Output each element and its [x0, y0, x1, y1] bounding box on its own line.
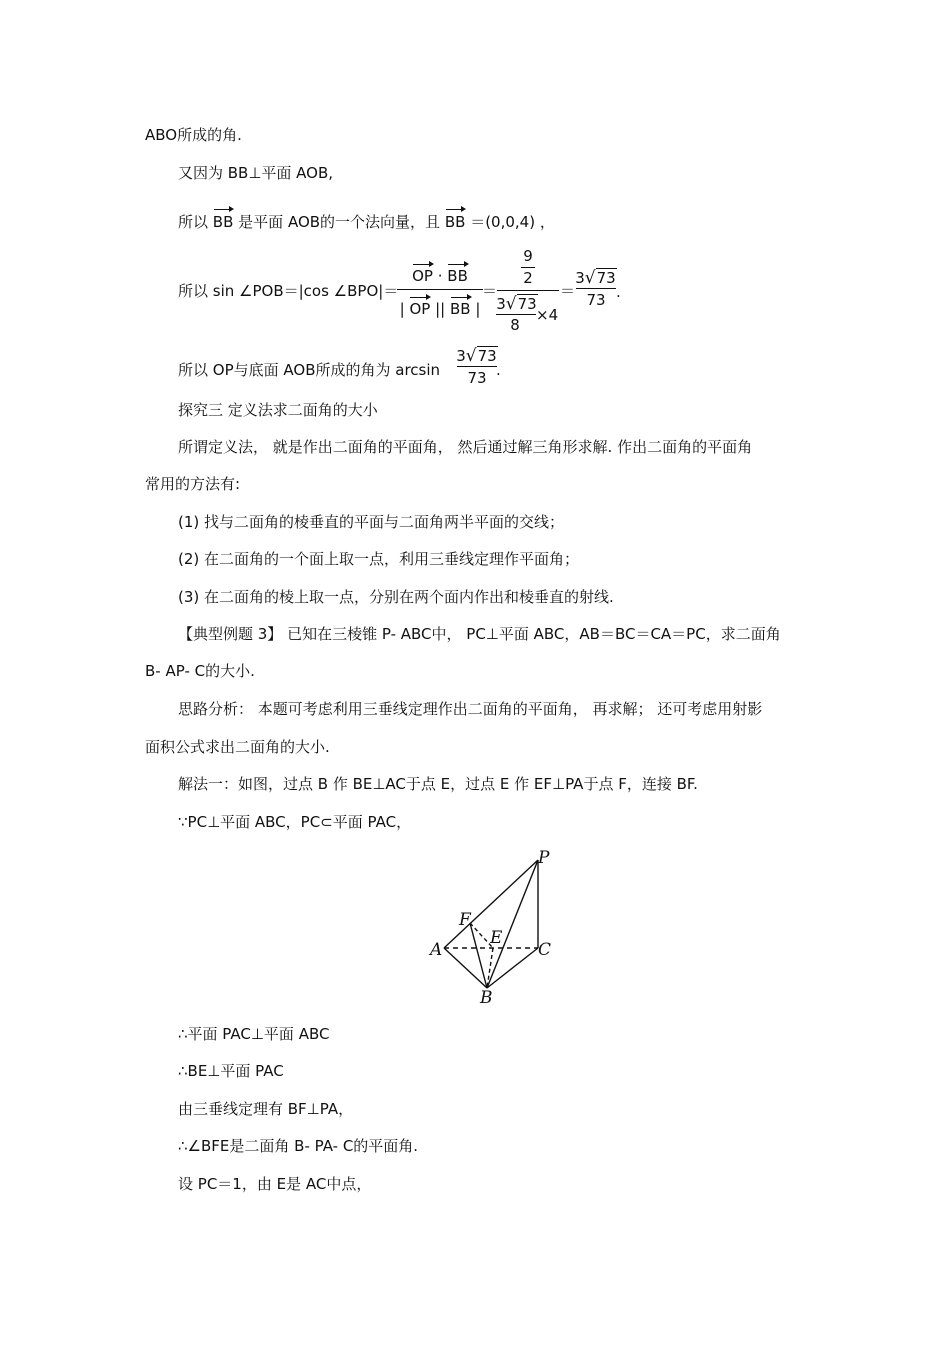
frac2-den-bar: [496, 314, 536, 315]
frac1-numerator: [397, 267, 483, 285]
vector-op: OP: [412, 267, 433, 285]
text-line-3: [178, 212, 555, 232]
solution-1: 解法一：如图，过点 B 作 BE⊥AC于点 E，过点 E 作 EF⊥PA于点 F，连接 BF.: [178, 775, 698, 793]
label-p: P: [538, 848, 550, 868]
text-line-15: 面积公式求出二面角的大小.: [145, 738, 330, 756]
text-line-8: 常用的方法有:: [145, 475, 241, 493]
section-heading: 探究三 定义法求二面角的大小: [178, 401, 378, 419]
vector-op-2: OP: [409, 300, 431, 318]
method-1: (1) 找与二面角的棱垂直的平面与二面角两半平面的交线；: [178, 513, 565, 531]
frac2-num-top: 9: [523, 247, 533, 265]
vector-bb-2: BB: [444, 213, 466, 231]
sqrt-sign: √: [505, 294, 517, 314]
example-3: 【典型例题 3】 已知在三棱锥 P- ABC中， PC⊥平面 ABC，AB＝BC＝CA＝PC，求二面角: [178, 625, 781, 643]
frac2-inner-bar: [521, 267, 535, 268]
abs-mid: ||: [435, 300, 446, 318]
text-line-21: ∴∠BFE是二面角 B- PA- C的平面角.: [178, 1137, 419, 1155]
period: .: [616, 283, 621, 301]
l3-post: 是平面 AOB的一个法向量，且: [238, 213, 441, 231]
vector-bb: BB: [212, 213, 234, 231]
label-c: C: [538, 940, 552, 960]
abs-close: |: [475, 300, 481, 318]
frac3-bar: [576, 288, 616, 289]
coef-2: 3: [575, 269, 585, 287]
text-line-20: 由三垂线定理有 BF⊥PA，: [178, 1100, 354, 1118]
label-e: E: [490, 928, 503, 948]
method-3: (3) 在二面角的棱上取一点，分别在两个面内作出和棱垂直的射线.: [178, 588, 614, 606]
sqrt-sign-2: √: [584, 268, 596, 288]
coef-3: 3: [456, 347, 466, 365]
arcsin-bar: [457, 366, 497, 367]
frac1-bar: [397, 289, 483, 290]
frac2-den-den: 8: [510, 316, 520, 334]
pyramid-figure: [420, 845, 570, 1010]
label-f: F: [459, 910, 471, 930]
vector-bb-4: BB: [449, 300, 471, 318]
edge-ab: [444, 948, 487, 988]
l4-pre: 所以 sin ∠POB＝|cos ∠BPO|＝: [178, 282, 399, 300]
text-line-1: ABO所成的角.: [145, 126, 242, 144]
frac2-den-sqrt: [494, 294, 540, 313]
abs-open: |: [399, 300, 405, 318]
period-2: .: [496, 361, 501, 379]
radicand-2: 73: [596, 269, 616, 287]
coef: 3: [496, 295, 506, 313]
label-b: B: [480, 988, 493, 1008]
text-line-2: 又因为 BB⊥平面 AOB,: [178, 164, 334, 182]
l3-pre: 所以: [178, 213, 209, 231]
text-line-13: B- AP- C的大小.: [145, 662, 255, 680]
frac2-bar: [497, 290, 559, 291]
frac2-num-bot: 2: [523, 269, 533, 287]
arcsin-den: 73: [467, 369, 487, 387]
eq2: ＝: [560, 282, 576, 300]
radicand-3: 73: [477, 347, 497, 365]
text-line-18: ∴平面 PAC⊥平面 ABC: [178, 1025, 330, 1043]
l5-pre: 所以 OP与底面 AOB所成的角为 arcsin: [178, 361, 441, 379]
method-2: (2) 在二面角的一个面上取一点，利用三垂线定理作平面角；: [178, 550, 580, 568]
eq1: ＝: [482, 282, 498, 300]
l3-val: ＝(0,0,4) ，: [470, 213, 555, 231]
frac1-denominator: [393, 300, 487, 318]
frac3-den: 73: [586, 291, 606, 309]
radicand: 73: [517, 295, 537, 313]
sqrt-sign-3: √: [465, 346, 477, 366]
text-line-19: ∴BE⊥平面 PAC: [178, 1062, 284, 1080]
arcsin-num: [455, 346, 499, 365]
times-four: ×4: [536, 306, 559, 324]
segment-fb: [470, 923, 487, 988]
vector-bb-3: BB: [447, 267, 468, 285]
text-line-7: 所谓定义法， 就是作出二面角的平面角， 然后通过解三角形求解. 作出二面角的平面角: [178, 438, 753, 456]
text-line-22: 设 PC＝1，由 E是 AC中点，: [178, 1175, 372, 1193]
analysis: 思路分析： 本题可考虑利用三垂线定理作出二面角的平面角， 再求解； 还可考虑用射影: [178, 700, 763, 718]
text-line-17: ∵PC⊥平面 ABC，PC⊂平面 PAC，: [178, 813, 412, 831]
frac3-num: [574, 268, 618, 287]
dot: ·: [437, 267, 443, 285]
label-a: A: [430, 940, 443, 960]
